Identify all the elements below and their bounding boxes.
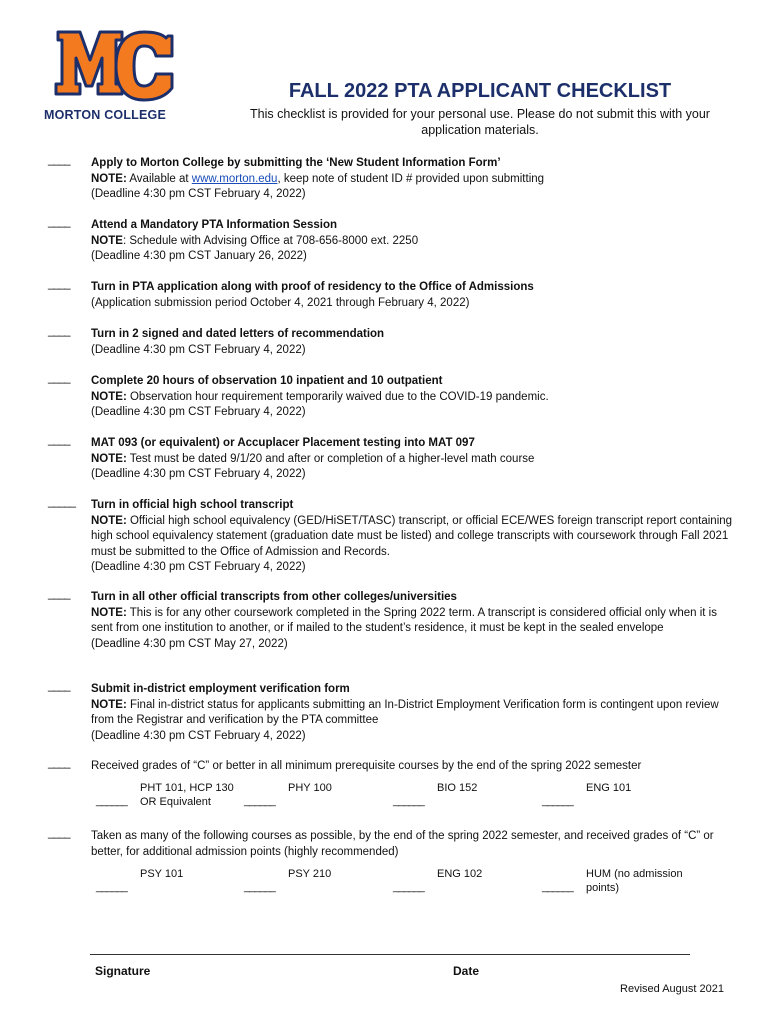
checkbox-blank[interactable]: ____	[48, 278, 70, 290]
course-label: PSY 101	[140, 868, 184, 880]
checklist-item	[48, 218, 738, 265]
page-subtitle: This checklist is provided for your personal use. Please do not submit this with your application materials.	[250, 107, 710, 137]
checkbox-blank[interactable]: ____	[48, 757, 70, 769]
item-heading: Turn in official high school transcript	[91, 499, 294, 511]
mc-logo-mark	[44, 26, 184, 106]
course-blank[interactable]: ______	[96, 795, 127, 807]
item-deadline: (Deadline 4:30 pm CST February 4, 2022)	[91, 729, 306, 742]
checklist-item	[48, 436, 738, 483]
date-label: Date	[453, 964, 480, 978]
item-deadline: (Deadline 4:30 pm CST February 4, 2022)	[91, 343, 306, 356]
item-heading: Complete 20 hours of observation 10 inpatient and 10 outpatient	[91, 375, 443, 387]
checklist-item	[48, 156, 738, 203]
item-deadline: (Deadline 4:30 pm CST February 4, 2022)	[91, 468, 306, 480]
signature-label: Signature	[95, 964, 151, 978]
checkbox-blank[interactable]: ____	[48, 372, 70, 384]
course-blank[interactable]: ______	[244, 795, 275, 807]
item-deadline: (Deadline 4:30 pm CST February 4, 2022)	[91, 561, 306, 573]
prerequisite-item	[48, 759, 738, 775]
item-heading: Submit in-district employment verification form	[91, 683, 350, 695]
item-heading: Attend a Mandatory PTA Information Session	[91, 219, 337, 231]
item-deadline: (Deadline 4:30 pm CST May 27, 2022)	[91, 637, 288, 650]
item-heading: MAT 093 (or equivalent) or Accuplacer Placement testing into MAT 097	[91, 437, 475, 449]
prerequisite-text: Received grades of “C” or better in all minimum prerequisite courses by the end of the spring 2022 semester	[91, 760, 642, 772]
item-deadline: (Deadline 4:30 pm CST February 4, 2022)	[91, 406, 306, 418]
item-heading: Turn in 2 signed and dated letters of recommendation	[91, 328, 385, 340]
course-label: ENG 102	[437, 868, 483, 880]
signature-line[interactable]	[90, 954, 690, 955]
checklist-item	[48, 590, 738, 652]
course-label: ENG 101	[586, 782, 632, 794]
course-blank[interactable]: ______	[393, 795, 424, 807]
course-blank[interactable]: ______	[244, 881, 275, 893]
item-deadline: (Deadline 4:30 pm CST January 26, 2022)	[91, 250, 307, 262]
checklist-item	[48, 498, 738, 576]
checklist-item	[48, 280, 738, 311]
logo-wordmark: MORTON COLLEGE	[44, 108, 167, 122]
checkbox-blank[interactable]: ____	[48, 216, 70, 228]
item-heading: Apply to Morton College by submitting the ‘New Student Information Form’	[91, 157, 501, 169]
item-note: NOTE: Official high school equivalency (GED/HiSET/TASC) transcript, or official ECE/WES foreign transcript report containing high school equivalency statement (graduation date must be listed) and college transcripts with coursework through Fall 2021 must be submitted to the Office of Admission and Records.	[91, 514, 733, 558]
item-note: NOTE: Observation hour requirement temporarily waived due to the COVID-19 pandemic.	[91, 390, 549, 403]
course-label: HUM (no admission points)	[586, 868, 683, 894]
checkbox-blank[interactable]: _____	[48, 496, 75, 508]
checklist-item	[48, 374, 738, 421]
checkbox-blank[interactable]: ____	[48, 154, 70, 166]
page-title: FALL 2022 PTA APPLICANT CHECKLIST	[288, 80, 672, 102]
course-label: PHY 100	[288, 782, 332, 794]
item-deadline: (Deadline 4:30 pm CST February 4, 2022)	[91, 188, 306, 200]
course-label: BIO 152	[437, 782, 478, 794]
additional-courses-text: Taken as many of the following courses as possible, by the end of the spring 2022 semester, and received grades of “C” or better, for additional admission points (highly recommended)	[91, 830, 714, 858]
course-blank[interactable]: ______	[542, 795, 573, 807]
checkbox-blank[interactable]: ____	[48, 588, 70, 600]
course-blank[interactable]: ______	[393, 881, 424, 893]
morton-college-logo	[44, 26, 184, 126]
revised-date: Revised August 2021	[620, 983, 724, 995]
item-note: NOTE: Test must be dated 9/1/20 and after or completion of a higher-level math course	[91, 452, 535, 465]
additional-courses-item	[48, 829, 738, 860]
checkbox-blank[interactable]: ____	[48, 434, 70, 446]
item-heading: Turn in all other official transcripts from other colleges/universities	[91, 591, 457, 603]
course-blank[interactable]: ______	[542, 881, 573, 893]
item-note: NOTE: Final in-district status for applicants submitting an In-District Employment Verification form is contingent upon review from the Registrar and verification by the PTA committee	[91, 698, 719, 726]
checkbox-blank[interactable]: ____	[48, 325, 70, 337]
website-link[interactable]: www.morton.edu	[191, 172, 278, 185]
checkbox-blank[interactable]: ____	[48, 680, 70, 692]
checkbox-blank[interactable]: ____	[48, 827, 70, 839]
course-blank[interactable]: ______	[96, 881, 127, 893]
item-note: NOTE: This is for any other coursework completed in the Spring 2022 term. A transcript is considered official only when it is sent from one institution to another, or if mailed to the student’s residence, it must be kept in the sealed envelope	[91, 606, 717, 634]
course-label: PSY 210	[288, 868, 332, 880]
checklist-item	[48, 327, 738, 358]
item-note: NOTE: Schedule with Advising Office at 708-656-8000 ext. 2250	[91, 234, 419, 247]
item-heading: Turn in PTA application along with proof of residency to the Office of Admissions	[91, 281, 534, 293]
item-deadline: (Application submission period October 4, 2021 through February 4, 2022)	[91, 296, 470, 309]
course-label: PHT 101, HCP 130 OR Equivalent	[140, 782, 234, 808]
item-note: NOTE: Available at www.morton.edu, keep note of student ID # provided upon submitting	[91, 172, 545, 185]
checklist-item	[48, 682, 738, 744]
